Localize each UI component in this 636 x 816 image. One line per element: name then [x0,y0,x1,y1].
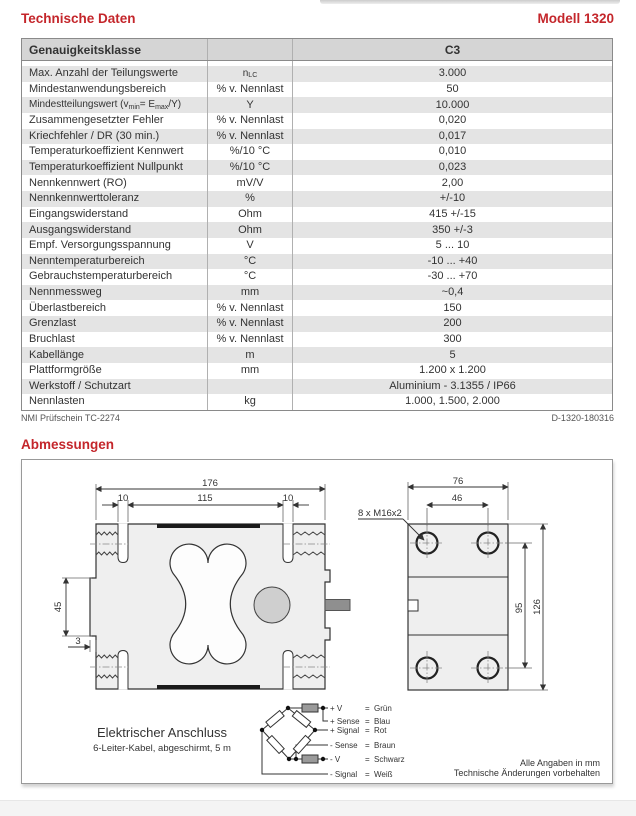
table-row [22,113,612,129]
cell-value: 0,010 [438,145,467,158]
cell-unit: Ohm [207,207,293,223]
cell-unit: mm [207,363,293,379]
bridge-nodes [260,706,325,761]
spec-table [21,38,613,411]
cell-value: 10.000 [435,98,470,111]
cell-label: Kriechfehler / DR (30 min.) [29,129,160,142]
cell-unit: % v. Nennlast [207,300,293,316]
equals-sign: = [365,770,370,779]
dimensions-drawing-box [21,459,613,784]
cell-label: Eingangswiderstand [29,207,129,220]
certificate-note: NMI Prüfschein TC-2274 [21,413,120,423]
cell-value: 50 [446,82,459,95]
dimensions-section-title: Abmessungen [21,437,115,452]
cell-label: Überlastbereich [29,301,107,314]
seal-bar-top [157,524,260,528]
cell-label: Plattformgröße [29,364,102,377]
electrical-subtitle: 6-Leiter-Kabel, abgeschirmt, 5 m [93,743,231,754]
cable-entry-notch [408,600,418,611]
cell-value: -30 ... +70 [427,270,478,283]
wire-name: - V [330,755,341,764]
cell-unit: %/10 °C [207,160,293,176]
cell-unit: Ohm [207,222,293,238]
cell-label: Kabellänge [29,348,85,361]
cell-unit: °C [207,254,293,270]
compensation-resistor [302,704,318,712]
header-class-label: Genauigkeitsklasse [29,42,142,57]
cell-unit: mm [207,285,293,301]
cell-value: 1.000, 1.500, 2.000 [405,395,500,408]
cell-value: 350 +/-3 [432,223,473,236]
technical-drawing-svg [22,460,612,783]
cell-label: Temperaturkoeffizient Nullpunkt [29,161,183,174]
table-row [22,347,612,363]
document-number: D-1320-180316 [551,413,614,423]
table-row [22,300,612,316]
cell-label: Nennkennwerttoleranz [29,192,140,205]
equals-sign: = [365,726,370,735]
cell-unit: kg [207,394,293,410]
dim-hole-spacing: 46 [451,493,463,504]
table-row [22,97,612,113]
dim-total-width: 176 [202,478,218,489]
changes-note: Technische Änderungen vorbehalten [453,768,600,778]
table-row [22,363,612,379]
page-title: Technische Daten [21,11,136,26]
seal-bar-bottom [157,685,260,689]
cell-value: 150 [443,301,462,314]
equals-sign: = [365,755,370,764]
load-button [254,587,290,623]
wire-color: Weiß [374,770,393,779]
wire-legend [330,704,405,779]
cell-value: -10 ... +40 [427,254,478,267]
cell-label: Ausgangswiderstand [29,223,132,236]
table-row [22,332,612,348]
cell-label: Werkstoff / Schutzart [29,379,131,392]
cell-label: Nennmessweg [29,286,102,299]
cell-unit: % v. Nennlast [207,316,293,332]
compensation-resistor [302,755,318,763]
cell-unit: % v. Nennlast [207,332,293,348]
table-row [22,269,612,285]
cell-value: 3.000 [438,67,467,80]
cell-label: Max. Anzahl der Teilungswerte [29,67,178,80]
cell-unit: %/10 °C [207,144,293,160]
table-row [22,238,612,254]
cell-value: 300 [443,332,462,345]
cell-label: Temperaturkoeffizient Kennwert [29,145,184,158]
cell-value: 5 ... 10 [435,239,470,252]
cell-label: Zusammengesetzter Fehler [29,114,164,127]
cell-value: 0,020 [438,114,467,127]
wire-color: Schwarz [374,755,405,764]
dim-side-width: 76 [452,476,464,487]
table-row [22,316,612,332]
side-view-drawing [358,476,548,690]
wire-name: + V [330,704,343,713]
spec-table-header [22,39,612,61]
dim-center-width: 115 [197,493,213,504]
cell-label: Nennlasten [29,395,85,408]
cell-unit: V [207,238,293,254]
table-footnotes [21,413,614,423]
table-row [22,222,612,238]
wire-color: Braun [374,741,396,750]
window-edge-artifact [320,0,620,4]
cell-value: 200 [443,317,462,330]
header-value-cell: C3 [444,42,461,57]
cell-label: Nennkennwert (RO) [29,176,127,189]
dim-hole-rows: 95 [514,602,525,614]
cell-value: 1.200 x 1.200 [419,364,486,377]
model-title: Modell 1320 [537,11,614,26]
dim-slot-right: 10 [282,493,294,504]
dim-step-height: 45 [53,601,64,613]
wire-color: Grün [374,704,392,713]
cell-value: 5 [449,348,456,361]
cell-label: Nenntemperaturbereich [29,254,145,267]
wire-name: - Sense [330,741,358,750]
spec-table-body [22,66,612,410]
equals-sign: = [365,704,370,713]
cell-unit: % v. Nennlast [207,113,293,129]
cell-unit: % v. Nennlast [207,129,293,145]
table-row [22,175,612,191]
cell-label: Grenzlast [29,317,77,330]
cell-unit: n $_{LC}$ [207,66,293,82]
table-row [22,160,612,176]
cell-value: 0,023 [438,161,467,174]
wire-color: Rot [374,726,387,735]
cell-value: ~0,4 [441,286,464,299]
cell-unit: Y [207,97,293,113]
thread-size-label: 8 x M16x2 [358,508,402,519]
viewer-background-band [0,800,636,816]
cell-value: 0,017 [438,129,467,142]
wire-color: Blau [374,717,391,726]
wire-name: - Signal [330,770,358,779]
cell-value: +/-10 [439,192,466,205]
table-row [22,394,612,410]
cell-label: Gebrauchstemperaturbereich [29,270,173,283]
bridge-resistors [266,704,318,763]
table-row [22,285,612,301]
dim-step-depth: 3 [75,636,81,647]
cell-label: Empf. Versorgungsspannung [29,239,171,252]
table-row [22,66,612,82]
dim-slot-left: 10 [117,493,129,504]
electrical-title: Elektrischer Anschluss [96,725,228,740]
equals-sign: = [365,741,370,750]
bridge-circuit-diagram [93,704,405,779]
titlebar [21,11,614,26]
dim-side-height: 126 [532,599,543,615]
cell-unit: % v. Nennlast [207,82,293,98]
wire-name: + Signal [330,726,360,735]
cell-label: Bruchlast [29,332,75,345]
cell-value: 2,00 [441,176,464,189]
header-unit-cell [207,39,293,60]
table-row [22,379,612,395]
table-row [22,144,612,160]
table-row [22,254,612,270]
wire-name: + Sense [330,717,360,726]
table-row [22,82,612,98]
table-row [22,191,612,207]
slot-top-left [118,524,128,563]
table-row [22,129,612,145]
cell-unit: mV/V [207,175,293,191]
slot-bottom-left [118,651,128,690]
cell-label: Mindestteilungswert (v $_{min}$ = E $_{max}$ /Y) [29,99,182,111]
table-row [22,207,612,223]
slot-top-right [283,524,293,563]
cell-label: Mindestanwendungsbereich [29,82,166,95]
equals-sign: = [365,717,370,726]
cell-value: Aluminium - 3.1355 / IP66 [389,379,516,392]
cell-unit: % [207,191,293,207]
cell-value: 415 +/-15 [429,207,476,220]
units-note: Alle Angaben in mm [519,758,600,768]
cell-unit [207,379,293,395]
cell-unit: m [207,347,293,363]
top-view-drawing [53,478,350,690]
cable-stub [325,600,350,611]
slot-bottom-right [283,651,293,690]
cell-unit: °C [207,269,293,285]
